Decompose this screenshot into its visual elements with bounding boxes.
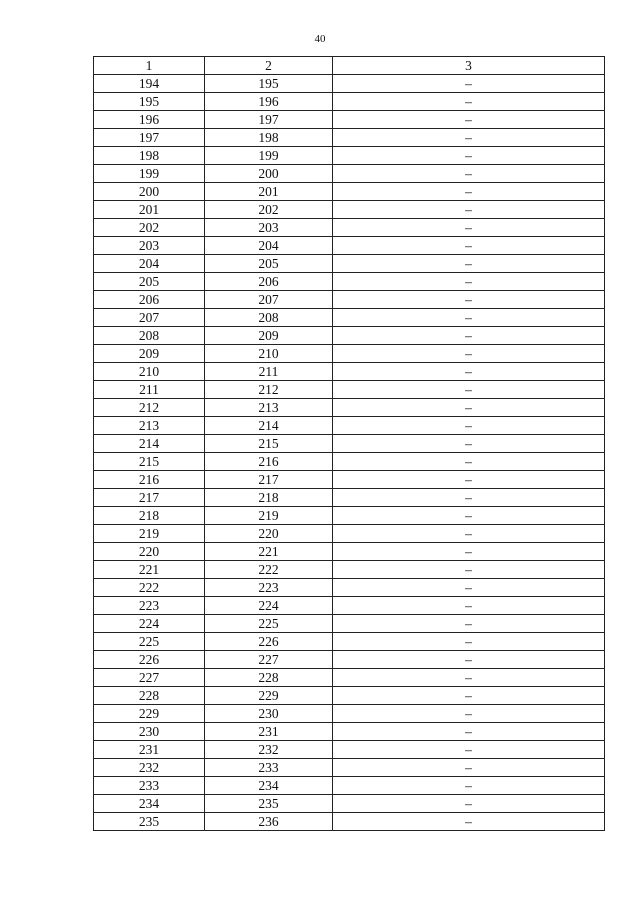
- table-cell-col-1: 203: [94, 237, 205, 255]
- table-row: [94, 309, 605, 327]
- column-header-2: 2: [205, 57, 333, 75]
- table-cell-col-3: –: [333, 219, 605, 237]
- table-row: [94, 795, 605, 813]
- table-cell-col-2: 231: [205, 723, 333, 741]
- table-cell-col-1: 227: [94, 669, 205, 687]
- table-row: [94, 75, 605, 93]
- table-row: [94, 381, 605, 399]
- table-cell-col-2: 210: [205, 345, 333, 363]
- table-cell-col-2: 212: [205, 381, 333, 399]
- table-cell-col-3: –: [333, 255, 605, 273]
- table-cell-col-1: 208: [94, 327, 205, 345]
- table-row: [94, 669, 605, 687]
- table-cell-col-2: 236: [205, 813, 333, 831]
- table-row: [94, 777, 605, 795]
- table-cell-col-1: 222: [94, 579, 205, 597]
- table-row: [94, 147, 605, 165]
- table-cell-col-2: 220: [205, 525, 333, 543]
- table-row: [94, 471, 605, 489]
- table-cell-col-3: –: [333, 579, 605, 597]
- table-cell-col-1: 197: [94, 129, 205, 147]
- table-cell-col-3: –: [333, 669, 605, 687]
- table-cell-col-3: –: [333, 327, 605, 345]
- table-row: [94, 435, 605, 453]
- table-row: [94, 237, 605, 255]
- table-cell-col-2: 198: [205, 129, 333, 147]
- table-cell-col-2: 209: [205, 327, 333, 345]
- table-row: [94, 255, 605, 273]
- table-cell-col-1: 220: [94, 543, 205, 561]
- table-row: [94, 129, 605, 147]
- table-cell-col-3: –: [333, 651, 605, 669]
- table-cell-col-2: 196: [205, 93, 333, 111]
- table-cell-col-3: –: [333, 111, 605, 129]
- table-cell-col-3: –: [333, 165, 605, 183]
- table-cell-col-1: 217: [94, 489, 205, 507]
- table-row: [94, 651, 605, 669]
- column-header-1: 1: [94, 57, 205, 75]
- table-row: [94, 201, 605, 219]
- table-row: [94, 111, 605, 129]
- table-cell-col-1: 206: [94, 291, 205, 309]
- table-cell-col-1: 229: [94, 705, 205, 723]
- table-cell-col-2: 235: [205, 795, 333, 813]
- table-cell-col-2: 202: [205, 201, 333, 219]
- table-cell-col-3: –: [333, 471, 605, 489]
- table-row: [94, 813, 605, 831]
- table-row: [94, 633, 605, 651]
- table-cell-col-3: –: [333, 93, 605, 111]
- table-cell-col-2: 201: [205, 183, 333, 201]
- table-row: [94, 291, 605, 309]
- table-row: [94, 507, 605, 525]
- table-cell-col-3: –: [333, 147, 605, 165]
- table-cell-col-2: 232: [205, 741, 333, 759]
- table-cell-col-3: –: [333, 129, 605, 147]
- table-cell-col-3: –: [333, 291, 605, 309]
- table-row: [94, 399, 605, 417]
- table-cell-col-1: 207: [94, 309, 205, 327]
- table-row: [94, 579, 605, 597]
- table-cell-col-2: 226: [205, 633, 333, 651]
- table-cell-col-3: –: [333, 345, 605, 363]
- table-row: [94, 525, 605, 543]
- table-row: [94, 723, 605, 741]
- table-cell-col-3: –: [333, 453, 605, 471]
- table-cell-col-1: 224: [94, 615, 205, 633]
- table-cell-col-1: 195: [94, 93, 205, 111]
- table-cell-col-1: 211: [94, 381, 205, 399]
- table-cell-col-2: 213: [205, 399, 333, 417]
- table-cell-col-3: –: [333, 633, 605, 651]
- table-cell-col-2: 229: [205, 687, 333, 705]
- table-cell-col-3: –: [333, 795, 605, 813]
- table-row: [94, 687, 605, 705]
- table-cell-col-1: 200: [94, 183, 205, 201]
- table-row: [94, 615, 605, 633]
- table-cell-col-3: –: [333, 597, 605, 615]
- table-cell-col-2: 204: [205, 237, 333, 255]
- table-cell-col-3: –: [333, 309, 605, 327]
- table-header: [94, 57, 605, 75]
- table-cell-col-1: 199: [94, 165, 205, 183]
- table-cell-col-3: –: [333, 705, 605, 723]
- table-cell-col-3: –: [333, 525, 605, 543]
- table-cell-col-3: –: [333, 723, 605, 741]
- table-cell-col-1: 210: [94, 363, 205, 381]
- table-row: [94, 417, 605, 435]
- table-row: [94, 93, 605, 111]
- table-cell-col-2: 197: [205, 111, 333, 129]
- table-row: [94, 705, 605, 723]
- table-cell-col-2: 230: [205, 705, 333, 723]
- page-number: 40: [314, 33, 326, 45]
- table-cell-col-3: –: [333, 687, 605, 705]
- table-row: [94, 759, 605, 777]
- table-cell-col-2: 221: [205, 543, 333, 561]
- table-cell-col-1: 221: [94, 561, 205, 579]
- table-cell-col-1: 218: [94, 507, 205, 525]
- table-row: [94, 345, 605, 363]
- table-cell-col-1: 230: [94, 723, 205, 741]
- table-cell-col-1: 235: [94, 813, 205, 831]
- table-cell-col-1: 209: [94, 345, 205, 363]
- table-cell-col-2: 223: [205, 579, 333, 597]
- table-cell-col-3: –: [333, 435, 605, 453]
- table-cell-col-3: –: [333, 201, 605, 219]
- table-cell-col-2: 211: [205, 363, 333, 381]
- table-cell-col-1: 233: [94, 777, 205, 795]
- table-cell-col-3: –: [333, 543, 605, 561]
- table-row: [94, 489, 605, 507]
- table-row: [94, 453, 605, 471]
- table-row: [94, 597, 605, 615]
- table-cell-col-3: –: [333, 363, 605, 381]
- table-header-row: [94, 57, 605, 75]
- table-cell-col-1: 213: [94, 417, 205, 435]
- table-cell-col-3: –: [333, 759, 605, 777]
- table-cell-col-1: 216: [94, 471, 205, 489]
- table-cell-col-3: –: [333, 381, 605, 399]
- table-cell-col-1: 219: [94, 525, 205, 543]
- table-cell-col-3: –: [333, 237, 605, 255]
- table-cell-col-2: 217: [205, 471, 333, 489]
- table-row: [94, 327, 605, 345]
- table-cell-col-2: 216: [205, 453, 333, 471]
- table-row: [94, 219, 605, 237]
- table-cell-col-2: 219: [205, 507, 333, 525]
- table-cell-col-3: –: [333, 561, 605, 579]
- table-cell-col-1: 194: [94, 75, 205, 93]
- table-cell-col-2: 203: [205, 219, 333, 237]
- table-cell-col-3: –: [333, 273, 605, 291]
- table-cell-col-1: 225: [94, 633, 205, 651]
- table-row: [94, 363, 605, 381]
- table-cell-col-2: 208: [205, 309, 333, 327]
- table-cell-col-1: 201: [94, 201, 205, 219]
- table-cell-col-1: 231: [94, 741, 205, 759]
- column-header-3: 3: [333, 57, 605, 75]
- table-cell-col-1: 205: [94, 273, 205, 291]
- table-cell-col-2: 233: [205, 759, 333, 777]
- table-cell-col-1: 212: [94, 399, 205, 417]
- table-cell-col-2: 234: [205, 777, 333, 795]
- table-cell-col-2: 227: [205, 651, 333, 669]
- table-row: [94, 543, 605, 561]
- table-cell-col-2: 207: [205, 291, 333, 309]
- data-table: [93, 56, 605, 831]
- table-cell-col-2: 215: [205, 435, 333, 453]
- table-cell-col-1: 202: [94, 219, 205, 237]
- table-body: [94, 75, 605, 831]
- table-row: [94, 273, 605, 291]
- table-cell-col-2: 199: [205, 147, 333, 165]
- table-row: [94, 183, 605, 201]
- table-cell-col-1: 232: [94, 759, 205, 777]
- table-cell-col-1: 198: [94, 147, 205, 165]
- table-cell-col-2: 195: [205, 75, 333, 93]
- table-cell-col-1: 204: [94, 255, 205, 273]
- table-cell-col-2: 228: [205, 669, 333, 687]
- table-cell-col-1: 223: [94, 597, 205, 615]
- table-row: [94, 165, 605, 183]
- table-cell-col-3: –: [333, 615, 605, 633]
- table-cell-col-3: –: [333, 183, 605, 201]
- table-cell-col-3: –: [333, 489, 605, 507]
- table-cell-col-3: –: [333, 813, 605, 831]
- table-cell-col-2: 205: [205, 255, 333, 273]
- table-cell-col-3: –: [333, 75, 605, 93]
- table-cell-col-1: 226: [94, 651, 205, 669]
- table-cell-col-2: 224: [205, 597, 333, 615]
- table-row: [94, 561, 605, 579]
- table-cell-col-2: 206: [205, 273, 333, 291]
- table-cell-col-2: 218: [205, 489, 333, 507]
- table-cell-col-2: 222: [205, 561, 333, 579]
- table-cell-col-3: –: [333, 507, 605, 525]
- table-cell-col-2: 225: [205, 615, 333, 633]
- table-cell-col-1: 228: [94, 687, 205, 705]
- table-cell-col-1: 214: [94, 435, 205, 453]
- table-cell-col-3: –: [333, 399, 605, 417]
- table-cell-col-3: –: [333, 417, 605, 435]
- table-cell-col-1: 215: [94, 453, 205, 471]
- table-cell-col-3: –: [333, 741, 605, 759]
- table-cell-col-2: 200: [205, 165, 333, 183]
- table-cell-col-2: 214: [205, 417, 333, 435]
- table-cell-col-1: 234: [94, 795, 205, 813]
- table-cell-col-1: 196: [94, 111, 205, 129]
- table-cell-col-3: –: [333, 777, 605, 795]
- table-row: [94, 741, 605, 759]
